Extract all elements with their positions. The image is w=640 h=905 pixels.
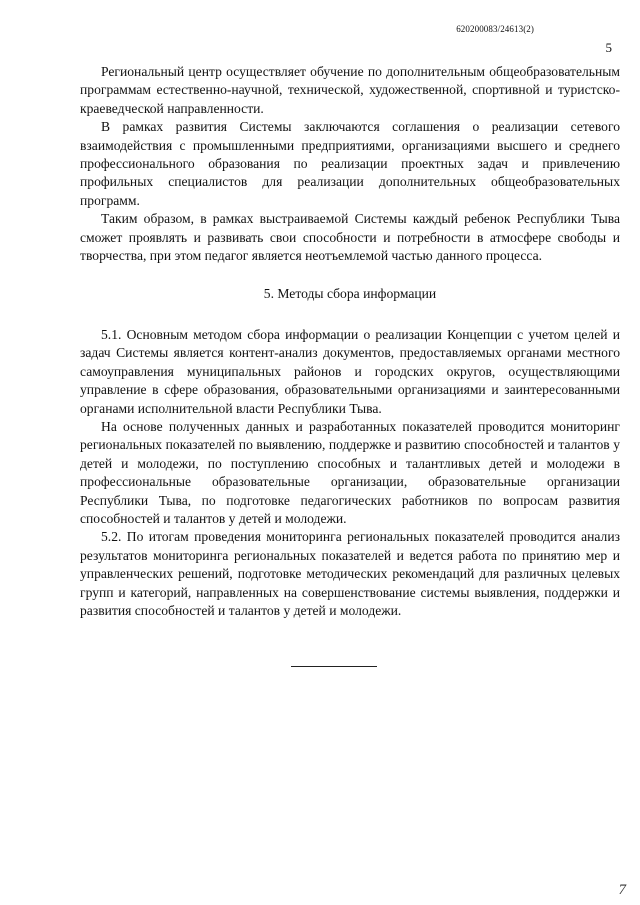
paragraph: В рамках развития Системы заключаются соглашения о реализации сетевого взаимодействия с промышленными предприятиями, организациями высшего и среднего профессионального образования по реализации проектных задач и привлечению профильных специалистов для реализации дополнительных общеобразовательных программ. — [80, 119, 620, 208]
page-number: 5 — [605, 40, 612, 55]
document-id: 620200083/24613(2) — [456, 24, 534, 34]
handwritten-page-mark: 7 — [618, 882, 626, 898]
paragraph: Региональный центр осуществляет обучение по дополнительным общеобразовательным программам естественно-научной, технической, художественной, спортивной и туристско-краеведческой направленности. — [80, 64, 620, 116]
paragraph: 5.1. Основным методом сбора информации о реализации Концепции с учетом целей и задач Системы является контент-анализ документов, предоставляемых органами местного самоуправления муниципальных районов и городских округов, осуществляющими управление в сфере образования, образовательными организациями и заинтересованными органами исполнительной власти Республики Тыва. — [80, 326, 620, 416]
section-heading: 5. Методы сбора информации — [263, 286, 437, 302]
paragraph: Таким образом, в рамках выстраиваемой Системы каждый ребенок Республики Тыва сможет проявлять и развивать свои способности и потребности в атмосфере свободы и творчества, при этом педагог является неотъемлемой частью данного процесса. — [80, 211, 620, 264]
end-divider — [291, 666, 377, 667]
paragraph: На основе полученных данных и разработанных показателей проводится мониторинг региональных показателей по выявлению, поддержке и развитию способностей и талантов у детей и молодежи, по поступлению способных и талантливых детей и молодежи в профессиональные образовательные организации, образовательные организации Республики Тыва, по подготовке педагогических работников по вопросам развития способностей и талантов у детей и молодежи. — [80, 418, 620, 526]
paragraph: 5.2. По итогам проведения мониторинга региональных показателей проводится анализ результатов мониторинга региональных показателей и ведется работа по принятию мер и управленческих решений, подготовке методических рекомендаций для различных целевых групп и категорий, направленных на совершенствование системы выявления, поддержки и развития способностей и талантов у детей и молодежи. — [80, 529, 620, 618]
document-body — [80, 63, 620, 620]
